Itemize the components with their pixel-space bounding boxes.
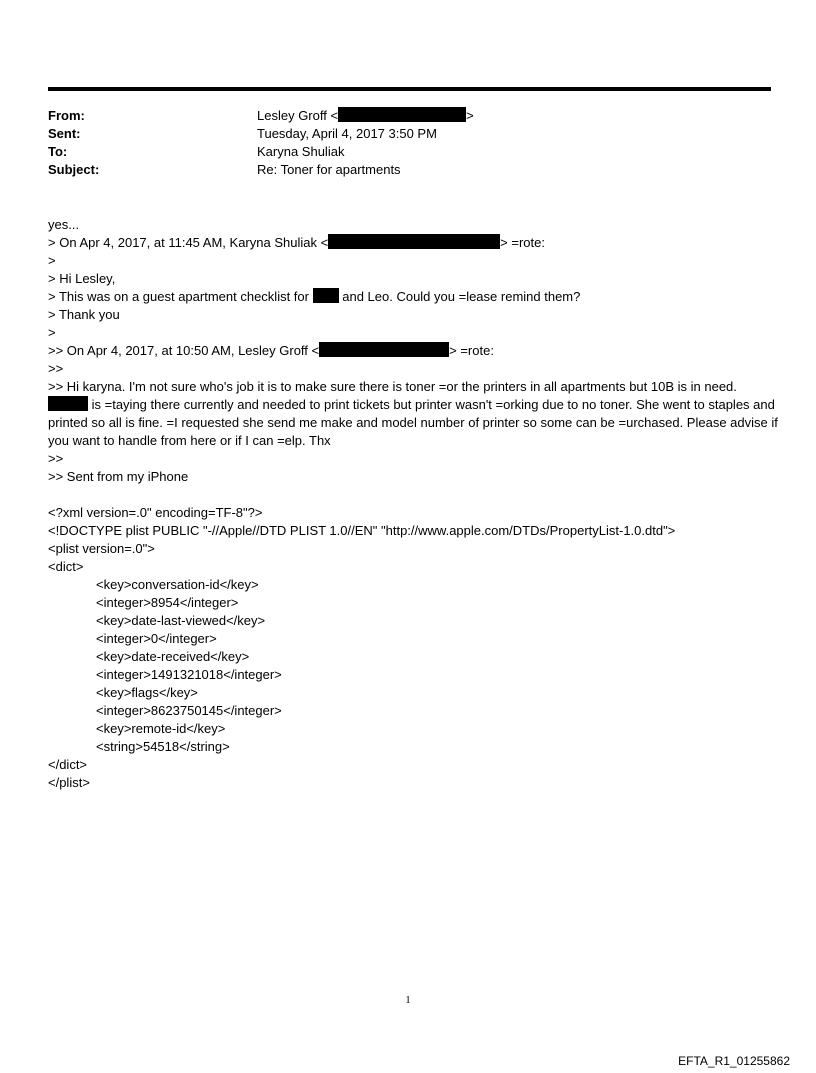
checklist-text: > This was on a guest apartment checklist for [48, 289, 309, 304]
body-line [48, 342, 778, 360]
body-line: >> [48, 361, 64, 376]
xml-line: <plist version=.0"> [48, 541, 155, 556]
from-close: > [466, 108, 474, 123]
quote-header-text: > On Apr 4, 2017, at 11:45 AM, Karyna Shuliak < [48, 235, 329, 250]
paragraph-text: is =taying there currently and needed to print tickets but printer wasn't =orking due to no toner. She went to staples and printed so all is fine. =I requested she send me make and model number of printer so some can be =urchased. Please advise if you want to handle from here or if I can =elp. Thx [48, 397, 778, 448]
xml-line: <key>remote-id</key> [96, 721, 226, 736]
from-name: Lesley Groff < [257, 108, 339, 123]
xml-line: <integer>8623750145</integer> [96, 703, 282, 718]
body-line: yes... [48, 217, 80, 232]
subject-label: Subject: [48, 162, 100, 177]
body-line: >> [48, 451, 64, 466]
quote-header-text: >> On Apr 4, 2017, at 10:50 AM, Lesley Groff < [48, 343, 320, 358]
redacted-email [328, 234, 500, 249]
xml-line: <key>date-received</key> [96, 649, 250, 664]
redacted-name [313, 288, 339, 303]
xml-line: <!DOCTYPE plist PUBLIC "-//Apple//DTD PLIST 1.0//EN" "http://www.apple.com/DTDs/PropertyList-1.0.dtd"> [48, 523, 676, 538]
page-number: 1 [405, 994, 411, 1006]
checklist-text-end: and Leo. Could you =lease remind them? [342, 289, 581, 304]
xml-line: <?xml version=.0" encoding=TF-8"?> [48, 505, 263, 520]
to-label: To: [48, 144, 68, 159]
xml-line: <integer>0</integer> [96, 631, 217, 646]
quote-header-end: > =rote: [500, 235, 545, 250]
subject-value: Re: Toner for apartments [257, 162, 401, 177]
xml-line: <dict> [48, 559, 84, 574]
body-line [48, 234, 778, 252]
from-label: From: [48, 108, 85, 123]
xml-line: <key>conversation-id</key> [96, 577, 259, 592]
sent-value: Tuesday, April 4, 2017 3:50 PM [257, 126, 437, 141]
xml-line: <key>flags</key> [96, 685, 198, 700]
body-line: > [48, 325, 56, 340]
body-line: >> Sent from my iPhone [48, 469, 189, 484]
quote-header-end: > =rote: [449, 343, 494, 358]
header-rule [48, 87, 771, 91]
body-line: > Thank you [48, 307, 120, 322]
xml-line: <integer>8954</integer> [96, 595, 239, 610]
body-paragraph [48, 378, 778, 450]
xml-line: <integer>1491321018</integer> [96, 667, 282, 682]
xml-line: </dict> [48, 757, 88, 772]
body-line: > [48, 253, 56, 268]
to-value: Karyna Shuliak [257, 144, 345, 159]
document-stamp: EFTA_R1_01255862 [678, 1054, 790, 1068]
body-line: > Hi Lesley, [48, 271, 116, 286]
redacted-email [319, 342, 449, 357]
xml-line: </plist> [48, 775, 90, 790]
redacted-name [48, 396, 88, 411]
paragraph-text: >> Hi karyna. I'm not sure who's job it is to make sure there is toner =or the printers in all apartments but 10B is in need. [48, 379, 737, 394]
xml-line: <string>54518</string> [96, 739, 230, 754]
xml-line: <key>date-last-viewed</key> [96, 613, 266, 628]
from-value [257, 107, 474, 125]
redacted-email [338, 107, 466, 122]
body-line [48, 288, 778, 306]
sent-label: Sent: [48, 126, 81, 141]
email-body [48, 216, 778, 792]
